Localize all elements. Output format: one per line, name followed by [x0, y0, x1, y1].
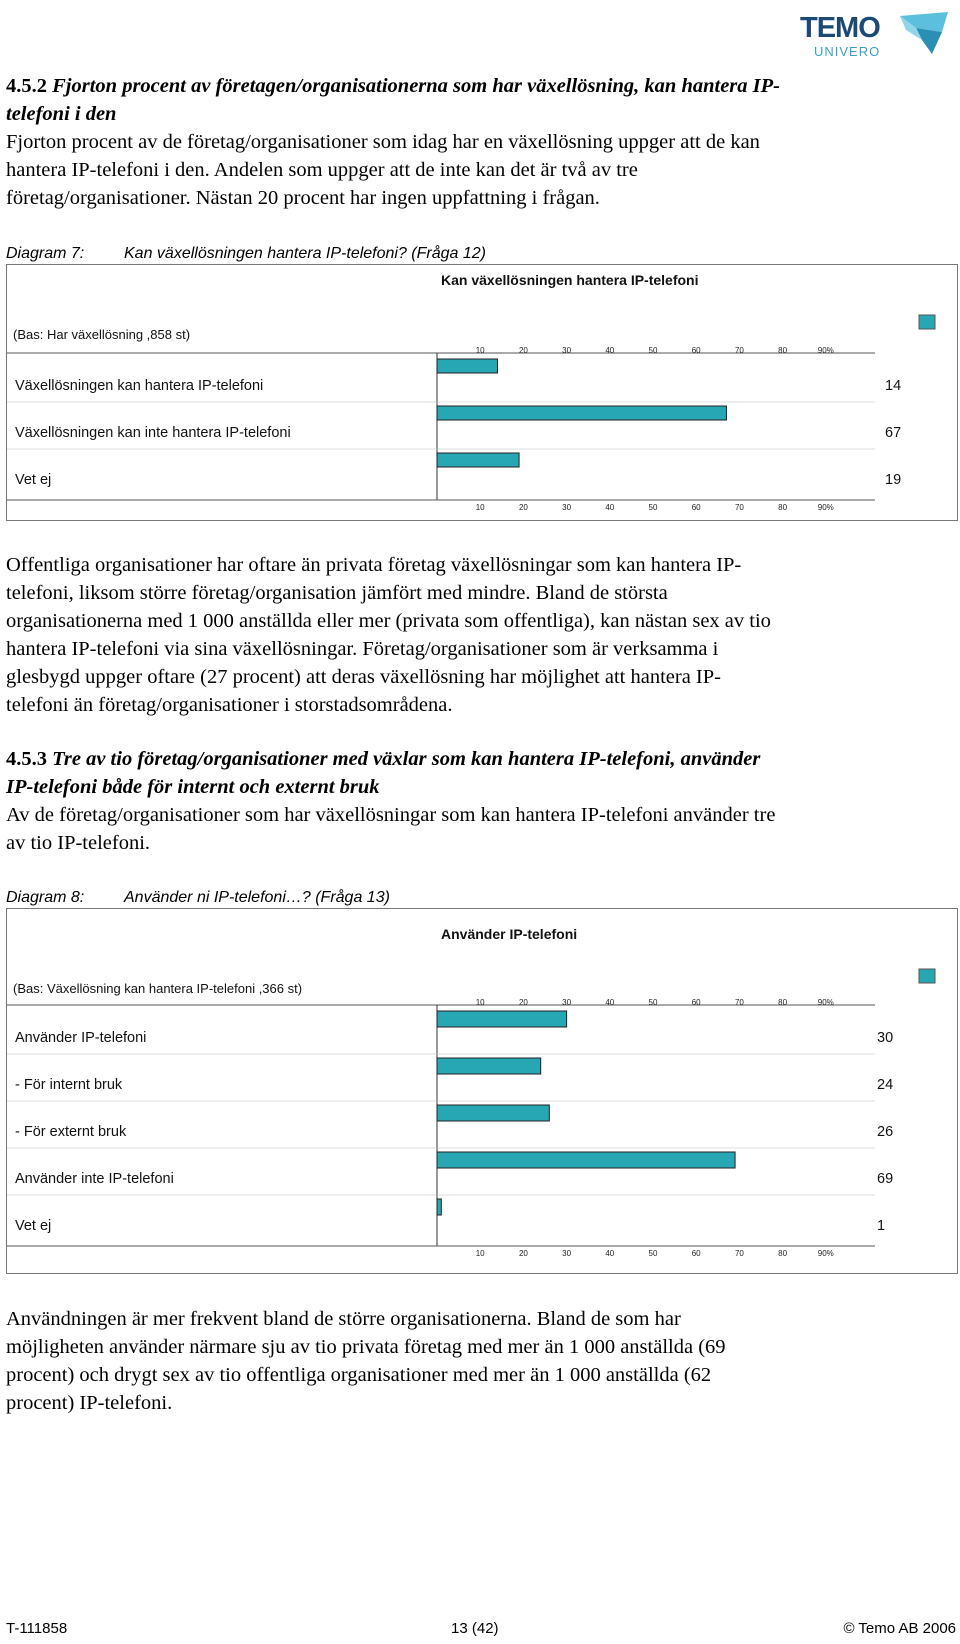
- x-tick-label-top: 60: [691, 998, 701, 1007]
- x-tick-label-top: 80: [778, 998, 788, 1007]
- x-tick-label-bottom: 20: [518, 503, 528, 512]
- value-label: 69: [877, 1171, 894, 1187]
- category-label: Växellösningen kan inte hantera IP-telefoni: [15, 425, 291, 441]
- x-tick-label-bottom: 10: [475, 503, 485, 512]
- section-number: 4.5.3: [6, 748, 47, 770]
- x-tick-label-top: 10: [475, 998, 485, 1007]
- section-heading-4-5-2: [6, 72, 946, 128]
- value-label: 24: [877, 1077, 894, 1093]
- footer-report-id: T-111858: [6, 1620, 68, 1637]
- paragraph-usage: [6, 1305, 952, 1417]
- section-title-line-2: telefoni i den: [6, 103, 117, 125]
- paragraph-line: Användningen är mer frekvent bland de större organisationerna. Bland de som har: [6, 1308, 681, 1330]
- category-label: Använder inte IP-telefoni: [15, 1171, 174, 1187]
- value-label: 30: [877, 1030, 894, 1046]
- paragraph-line: telefoni, liksom större företag/organisation jämfört med mindre. Bland de största: [6, 582, 668, 604]
- paragraph-line: procent) IP-telefoni.: [6, 1392, 173, 1414]
- value-label: 26: [877, 1124, 894, 1140]
- x-tick-label-bottom: 30: [562, 503, 572, 512]
- diagram-number: Diagram 7:: [6, 245, 85, 262]
- category-label: - För internt bruk: [15, 1077, 123, 1093]
- section-number: 4.5.2: [6, 75, 47, 97]
- x-tick-label-bottom: 60: [691, 1249, 701, 1258]
- category-label: Vet ej: [15, 472, 52, 488]
- bar: [437, 406, 726, 420]
- category-label: - För externt bruk: [15, 1124, 127, 1140]
- chart-ip-telefoni-usage: [6, 908, 958, 1274]
- value-label: 67: [885, 425, 902, 441]
- x-tick-label-top: 70: [734, 346, 744, 355]
- paragraph-line: möjligheten använder närmare sju av tio privata företag med mer än 1 000 anställda (69: [6, 1336, 726, 1358]
- category-label: Vet ej: [15, 1218, 52, 1234]
- x-tick-label-top: 50: [648, 346, 658, 355]
- logo-mark-icon: [896, 10, 952, 60]
- x-tick-label-bottom: 50: [648, 1249, 658, 1258]
- section-1-paragraph: [6, 128, 952, 212]
- paragraph-line: hantera IP-telefoni via sina växellösningar. Företag/organisationer som är verksamma i: [6, 638, 719, 660]
- diagram-number: Diagram 8:: [6, 889, 85, 906]
- diagram-7-caption: [6, 245, 486, 263]
- section-title-line-2: IP-telefoni både för internt och externt bruk: [6, 776, 380, 798]
- bar: [437, 453, 519, 467]
- x-tick-label-bottom: 50: [648, 503, 658, 512]
- logo-text: TEMO: [800, 12, 880, 44]
- paragraph-line: Offentliga organisationer har oftare än privata företag växellösningar som kan hantera IP-: [6, 554, 742, 576]
- chart-base-note: (Bas: Har växellösning ,858 st): [13, 327, 191, 342]
- x-tick-label-bottom: 80: [778, 503, 788, 512]
- diagram-caption-text: Kan växellösningen hantera IP-telefoni? (Fråga 12): [124, 245, 486, 262]
- x-tick-label-bottom: 10: [475, 1249, 485, 1258]
- paragraph-line: procent) och drygt sex av tio offentliga organisationer med mer än 1 000 anställda (62: [6, 1364, 712, 1386]
- paragraph-line: organisationerna med 1 000 anställda eller mer (privata som offentliga), kan nästan sex av tio: [6, 610, 771, 632]
- value-label: 1: [877, 1218, 886, 1234]
- x-tick-label-bottom: 90%: [817, 503, 834, 512]
- bar: [437, 1105, 549, 1121]
- x-tick-label-bottom: 90%: [817, 1249, 834, 1258]
- logo-subtext: UNIVERO: [814, 44, 881, 59]
- paragraph-line: företag/organisationer. Nästan 20 procent har ingen uppfattning i frågan.: [6, 187, 600, 209]
- bar: [437, 359, 497, 373]
- x-tick-label-top: 10: [475, 346, 485, 355]
- paragraph-line: Fjorton procent av de företag/organisationer som idag har en växellösning uppger att de kan: [6, 131, 760, 153]
- chart-2-svg: [7, 909, 957, 1273]
- bar: [437, 1199, 441, 1215]
- x-tick-label-bottom: 60: [691, 503, 701, 512]
- x-tick-label-top: 60: [691, 346, 701, 355]
- paragraph-line: hantera IP-telefoni i den. Andelen som uppger att de inte kan det är två av tre: [6, 159, 638, 181]
- paragraph-organisations: [6, 551, 952, 719]
- section-2-paragraph: [6, 801, 952, 857]
- paragraph-line: av tio IP-telefoni.: [6, 832, 151, 854]
- footer-page-number: 13 (42): [451, 1620, 499, 1637]
- x-tick-label-top: 20: [518, 998, 528, 1007]
- paragraph-line: glesbygd uppger oftare (27 procent) att deras växellösning har möjlighet att hantera IP-: [6, 666, 721, 688]
- category-label: Använder IP-telefoni: [15, 1030, 147, 1046]
- chart-ip-telefoni-capability: [6, 264, 958, 521]
- category-label: Växellösningen kan hantera IP-telefoni: [15, 378, 264, 394]
- x-tick-label-top: 70: [734, 998, 744, 1007]
- x-tick-label-top: 90%: [817, 998, 834, 1007]
- chart-title: Kan växellösningen hantera IP-telefoni: [441, 272, 699, 288]
- temo-logo: [796, 8, 956, 62]
- x-tick-label-bottom: 40: [605, 503, 615, 512]
- section-title-line-1: Fjorton procent av företagen/organisationerna som har växellösning, kan hantera IP-: [52, 75, 780, 97]
- footer-copyright: © Temo AB 2006: [843, 1620, 956, 1637]
- x-tick-label-top: 30: [562, 998, 572, 1007]
- value-label: 19: [885, 472, 902, 488]
- x-tick-label-bottom: 70: [734, 503, 744, 512]
- x-tick-label-top: 40: [605, 998, 615, 1007]
- chart-title: Använder IP-telefoni: [441, 926, 578, 942]
- legend-swatch: [919, 969, 935, 983]
- chart-1-svg: [7, 265, 957, 520]
- value-label: 14: [885, 378, 902, 394]
- diagram-8-caption: [6, 889, 390, 907]
- x-tick-label-top: 80: [778, 346, 788, 355]
- legend-swatch: [919, 315, 935, 329]
- bar: [437, 1011, 567, 1027]
- x-tick-label-top: 50: [648, 998, 658, 1007]
- section-heading-4-5-3: [6, 745, 946, 801]
- bar: [437, 1058, 541, 1074]
- x-tick-label-top: 30: [562, 346, 572, 355]
- x-tick-label-top: 40: [605, 346, 615, 355]
- x-tick-label-bottom: 40: [605, 1249, 615, 1258]
- paragraph-line: Av de företag/organisationer som har växellösningar som kan hantera IP-telefoni använder tre: [6, 804, 776, 826]
- x-tick-label-bottom: 70: [734, 1249, 744, 1258]
- section-title-line-1: Tre av tio företag/organisationer med växlar som kan hantera IP-telefoni, använder: [52, 748, 761, 770]
- x-tick-label-bottom: 20: [518, 1249, 528, 1258]
- x-tick-label-bottom: 30: [562, 1249, 572, 1258]
- x-tick-label-top: 20: [518, 346, 528, 355]
- paragraph-line: telefoni än företag/organisationer i storstadsområdena.: [6, 694, 453, 716]
- chart-base-note: (Bas: Växellösning kan hantera IP-telefoni ,366 st): [13, 981, 303, 996]
- bar: [437, 1152, 735, 1168]
- diagram-caption-text: Använder ni IP-telefoni…? (Fråga 13): [124, 889, 390, 906]
- x-tick-label-top: 90%: [817, 346, 834, 355]
- x-tick-label-bottom: 80: [778, 1249, 788, 1258]
